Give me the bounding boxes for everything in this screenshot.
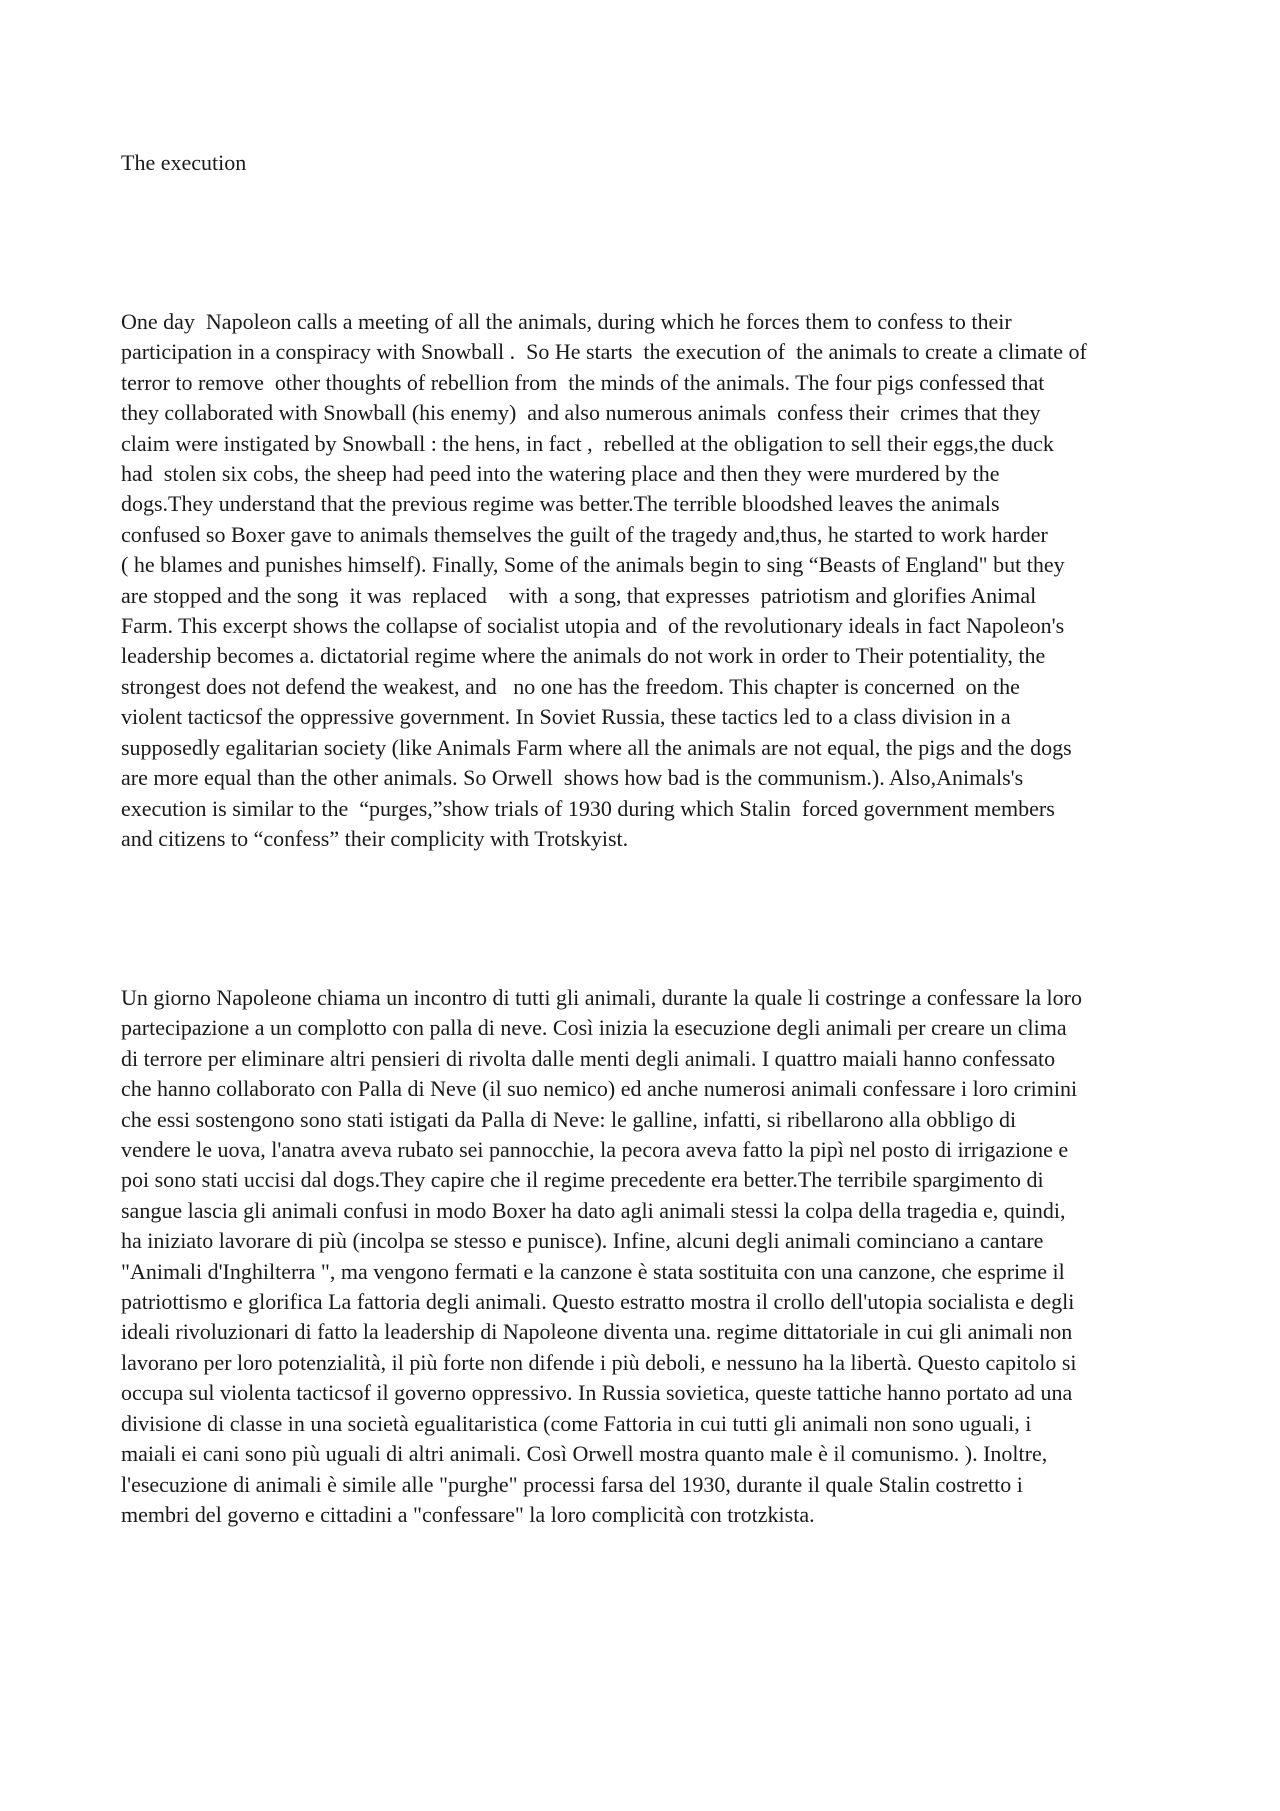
text-line: che essi sostengono sono stati istigati da Palla di Neve: le galline, infatti, si ribellarono alla obbligo di	[121, 1106, 1017, 1132]
text-line: terror to remove other thoughts of rebellion from the minds of the animals. The four pigs confessed that	[121, 369, 1045, 395]
text-line: ( he blames and punishes himself). Finally, Some of the animals begin to sing “Beasts of England" but they	[121, 552, 1065, 578]
text-line: l'esecuzione di animali è simile alle "purghe" processi farsa del 1930, durante il quale Stalin costretto i	[121, 1471, 1023, 1497]
text-line: poi sono stati uccisi dal dogs.They capire che il regime precedente era better.The terribile spargimento di	[121, 1167, 1044, 1193]
text-line: strongest does not defend the weakest, and no one has the freedom. This chapter is concerned on the	[121, 673, 1020, 699]
text-line: che hanno collaborato con Palla di Neve (il suo nemico) ed anche numerosi animali confessare i loro crimini	[121, 1076, 1078, 1102]
text-line: divisione di classe in una società egualitaristica (come Fattoria in cui tutti gli animali non sono uguali, i	[121, 1410, 1032, 1436]
text-line: execution is similar to the “purges,”show trials of 1930 during which Stalin forced government members	[121, 795, 1055, 821]
text-line: participation in a conspiracy with Snowball . So He starts the execution of the animals to create a climate of	[121, 339, 1087, 365]
text-line: confused so Boxer gave to animals themselves the guilt of the tragedy and,thus, he started to work harder	[121, 521, 1048, 547]
italian-paragraph	[121, 983, 1171, 1530]
text-line: patriottismo e glorifica La fattoria degli animali. Questo estratto mostra il crollo dell'utopia socialista e degli	[121, 1289, 1075, 1315]
text-line: sangue lascia gli animali confusi in modo Boxer ha dato agli animali stessi la colpa della tragedia e, quindi,	[121, 1197, 1066, 1223]
text-line: dogs.They understand that the previous regime was better.The terrible bloodshed leaves the animals	[121, 491, 1000, 517]
text-line: lavorano per loro potenzialità, il più forte non difende i più deboli, e nessuno ha la libertà. Questo capitolo si	[121, 1349, 1077, 1375]
text-line: and citizens to “confess” their complicity with Trotskyist.	[121, 825, 629, 851]
text-line: ideali rivoluzionari di fatto la leadership di Napoleone diventa una. regime dittatoriale in cui gli animali non	[121, 1319, 1073, 1345]
text-line: maiali ei cani sono più uguali di altri animali. Così Orwell mostra quanto male è il comunismo. ). Inoltre,	[121, 1441, 1048, 1467]
text-line: had stolen six cobs, the sheep had peed into the watering place and then they were murdered by the	[121, 461, 1000, 487]
document-title: The execution	[121, 150, 247, 175]
text-line: supposedly egalitarian society (like Animals Farm where all the animals are not equal, the pigs and the dogs	[121, 734, 1072, 760]
text-line: di terrore per eliminare altri pensieri di rivolta dalle menti degli animali. I quattro maiali hanno confessato	[121, 1045, 1056, 1071]
text-line: Un giorno Napoleone chiama un incontro di tutti gli animali, durante la quale li costringe a confessare la loro	[121, 985, 1082, 1010]
text-line: are more equal than the other animals. So Orwell shows how bad is the communism.). Also,Animals's	[121, 765, 1024, 791]
text-line: violent tacticsof the oppressive government. In Soviet Russia, these tactics led to a class division in a	[121, 704, 1011, 730]
text-line: are stopped and the song it was replaced with a song, that expresses patriotism and glorifies Animal	[121, 582, 1037, 608]
text-line: Farm. This excerpt shows the collapse of socialist utopia and of the revolutionary ideals in fact Napoleon's	[121, 613, 1065, 639]
text-line: leadership becomes a. dictatorial regime where the animals do not work in order to Their potentiality, the	[121, 643, 1046, 669]
text-line: they collaborated with Snowball (his enemy) and also numerous animals confess their crimes that they	[121, 400, 1041, 426]
text-line: partecipazione a un complotto con palla di neve. Così inizia la esecuzione degli animali per creare un clima	[121, 1015, 1067, 1041]
text-line: vendere le uova, l'anatra aveva rubato sei pannocchie, la pecora aveva fatto la pipì nel posto di irrigazione e	[121, 1137, 1069, 1163]
english-paragraph	[121, 307, 1171, 854]
text-line: membri del governo e cittadini a "confessare" la loro complicità con trotzkista.	[121, 1501, 815, 1527]
text-line: ha iniziato lavorare di più (incolpa se stesso e punisce). Infine, alcuni degli animali cominciano a cantare	[121, 1228, 1044, 1254]
text-line: One day Napoleon calls a meeting of all the animals, during which he forces them to confess to their	[121, 309, 1012, 334]
text-line: claim were instigated by Snowball : the hens, in fact , rebelled at the obligation to sell their eggs,the duck	[121, 430, 1054, 456]
text-line: "Animali d'Inghilterra ", ma vengono fermati e la canzone è stata sostituita con una canzone, che esprime il	[121, 1258, 1065, 1284]
text-line: occupa sul violenta tacticsof il governo oppressivo. In Russia sovietica, queste tattiche hanno portato ad una	[121, 1380, 1073, 1406]
